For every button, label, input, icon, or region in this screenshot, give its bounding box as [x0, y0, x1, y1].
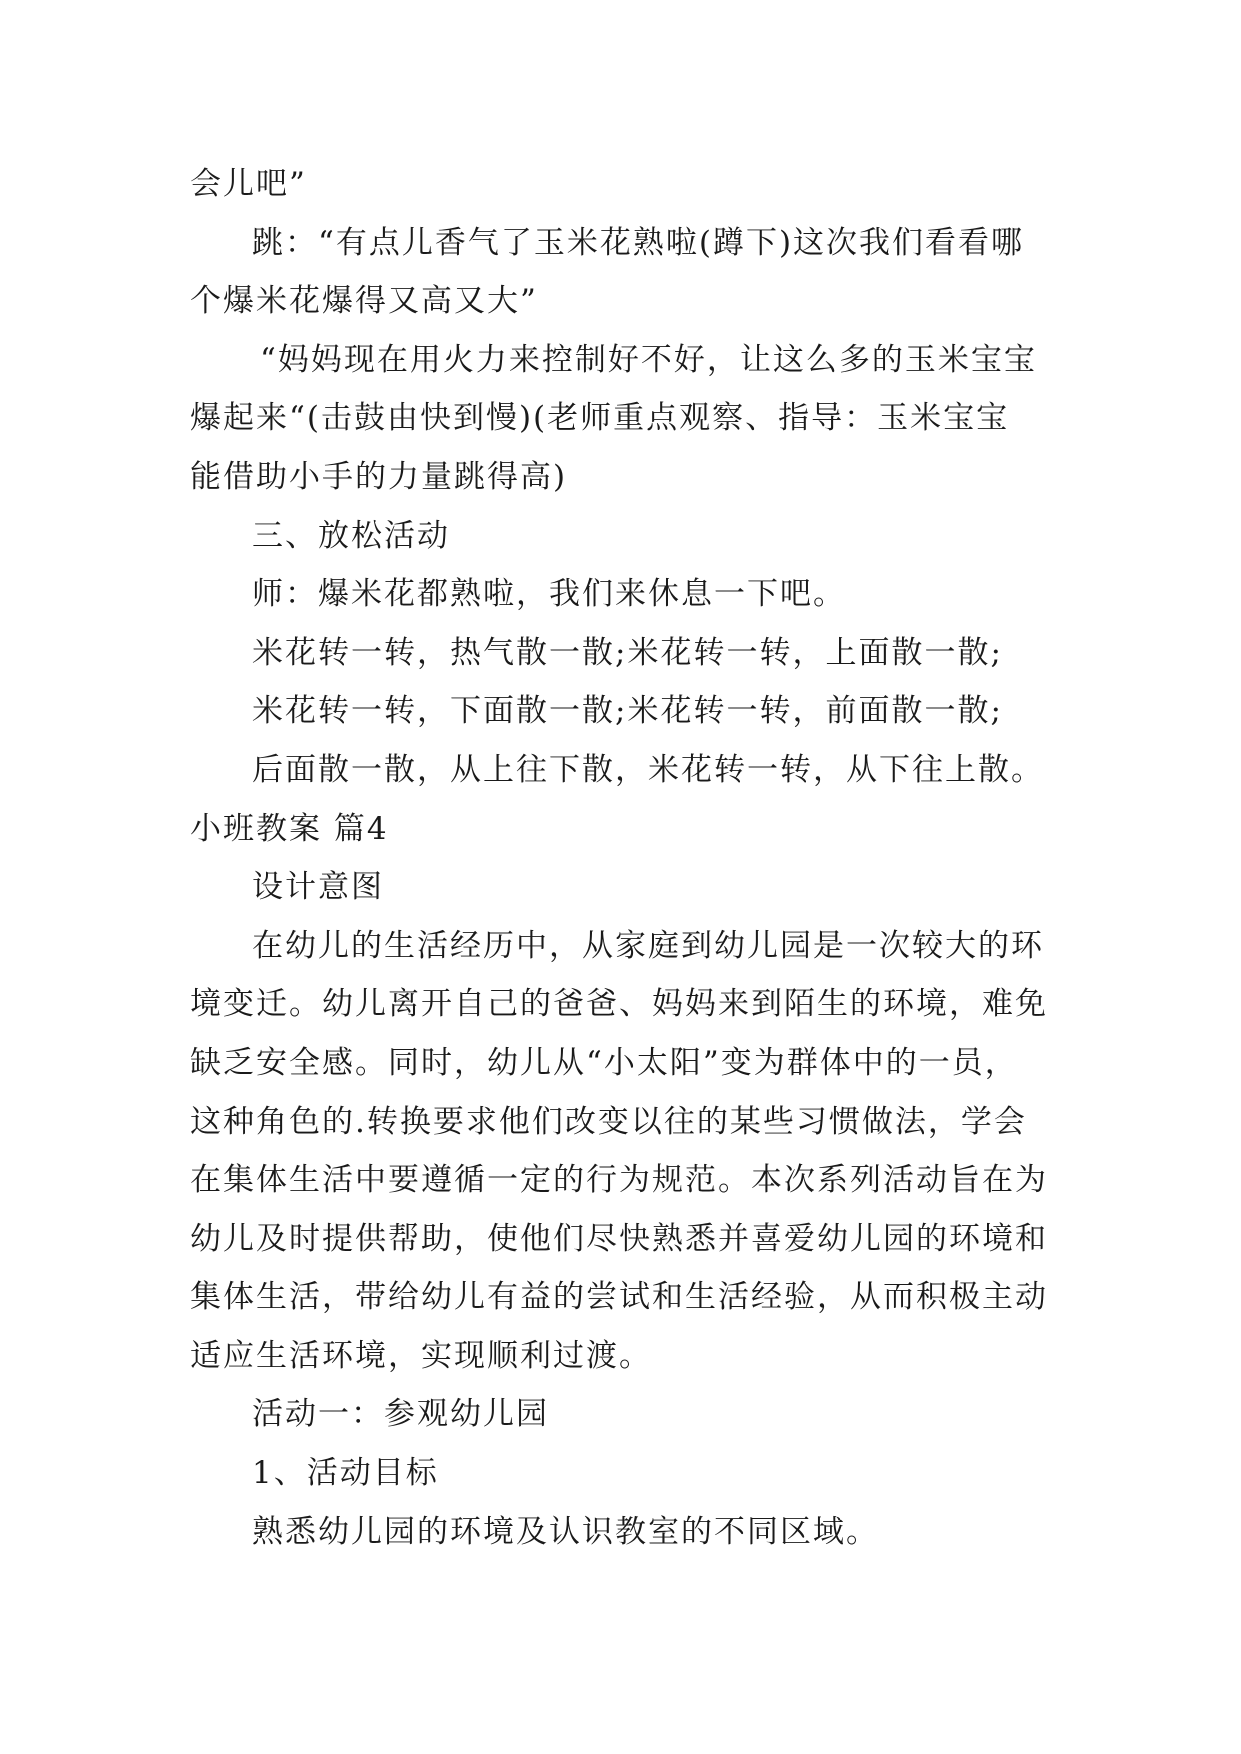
text-line: 集体生活，带给幼儿有益的尝试和生活经验，从而积极主动	[190, 1279, 1048, 1316]
document-body	[190, 155, 1070, 1561]
section-heading: 活动一：参观幼儿园	[252, 1396, 549, 1433]
text-line: 师：爆米花都熟啦，我们来休息一下吧。	[252, 576, 846, 613]
text-line: 跳：“有点儿香气了玉米花熟啦(蹲下)这次我们看看哪	[252, 224, 1025, 261]
text-line: 会儿吧”	[190, 166, 307, 202]
text-line: 能借助小手的力量跳得高)	[190, 458, 568, 495]
text-line: 在集体生活中要遵循一定的行为规范。本次系列活动旨在为	[190, 1162, 1048, 1199]
text-line: 境变迁。幼儿离开自己的爸爸、妈妈来到陌生的环境，难免	[190, 986, 1048, 1023]
text-line: 适应生活环境，实现顺利过渡。	[190, 1337, 652, 1374]
text-line: 在幼儿的生活经历中，从家庭到幼儿园是一次较大的环	[252, 927, 1044, 964]
section-heading: 1、活动目标	[252, 1455, 439, 1492]
text-line: 米花转一转，热气散一散;米花转一转，上面散一散;	[252, 634, 1003, 671]
section-heading: 设计意图	[252, 869, 384, 906]
text-line: 爆起来“(击鼓由快到慢)(老师重点观察、指导：玉米宝宝	[190, 400, 1010, 437]
chapter-heading: 小班教案 篇4	[190, 810, 389, 847]
section-heading: 三、放松活动	[252, 517, 450, 554]
text-line: 这种角色的.转换要求他们改变以往的某些习惯做法，学会	[190, 1103, 1027, 1140]
text-line: 后面散一散，从上往下散，米花转一转，从下往上散。	[252, 751, 1044, 788]
text-line: 米花转一转，下面散一散;米花转一转，前面散一散;	[252, 693, 1003, 730]
text-line: “妈妈现在用火力来控制好不好，让这么多的玉米宝宝	[260, 341, 1037, 378]
text-line: 个爆米花爆得又高又大”	[190, 283, 538, 320]
text-line: 幼儿及时提供帮助，使他们尽快熟悉并喜爱幼儿园的环境和	[190, 1220, 1048, 1257]
text-line: 缺乏安全感。同时，幼儿从“小太阳”变为群体中的一员，	[190, 1044, 1018, 1081]
text-line: 熟悉幼儿园的环境及认识教室的不同区域。	[252, 1513, 879, 1550]
